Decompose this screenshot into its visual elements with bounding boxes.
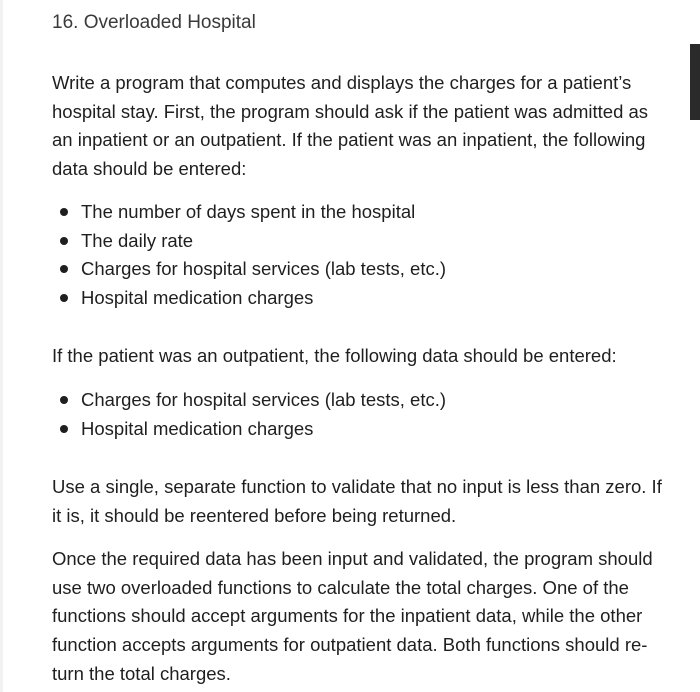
scroll-edge-bar [690,44,700,120]
list-item-text: The daily rate [81,229,194,251]
page-title: 16. Overloaded Hospital [52,12,256,33]
list-item [52,227,446,256]
list-item-text: Hospital medication charges [81,417,314,439]
left-border [0,0,3,692]
overload-line: function accepts arguments for outpatient data. Both functions should re- [52,634,648,656]
overload-paragraph [52,545,653,689]
list-item-text: Charges for hospital services (lab tests, etc.) [81,258,447,280]
bullet-icon [60,425,68,433]
intro-line: Write a program that computes and displays the charges for a patient’s [52,72,632,93]
validation-line: Use a single, separate function to validate that no input is less than zero. If [52,476,662,497]
bullet-icon [60,237,68,245]
list-item [52,415,446,444]
intro-line: an inpatient or an outpatient. If the patient was an inpatient, the following [52,129,646,151]
list-item-text: The number of days spent in the hospital [81,201,416,222]
overload-line: functions should accept arguments for the inpatient data, while the other [52,605,643,627]
bullet-icon [60,208,68,216]
bullet-icon [60,265,68,273]
validation-line: it is, it should be reentered before being returned. [52,504,457,526]
intro-line: hospital stay. First, the program should ask if the patient was admitted as [52,100,649,122]
list-item [52,198,446,227]
list-item [52,255,446,284]
overload-line: turn the total charges. [52,662,231,684]
bullet-icon [60,294,68,302]
bullet-icon [60,396,68,404]
intro-line: data should be entered: [52,158,247,180]
list-item [52,386,446,415]
list-item-text: Charges for hospital services (lab tests, etc.) [81,389,447,410]
list-item-text: Hospital medication charges [81,287,314,309]
outpatient-list [52,386,446,443]
overload-line: Once the required data has been input and validated, the program should [52,548,653,569]
intro-paragraph [52,69,648,184]
outpatient-intro [52,342,617,371]
inpatient-list [52,198,446,313]
validation-paragraph [52,473,662,530]
list-item [52,284,446,313]
outpatient-intro-line: If the patient was an outpatient, the following data should be entered: [52,345,617,366]
overload-line: use two overloaded functions to calculate the total charges. One of the [52,576,629,598]
